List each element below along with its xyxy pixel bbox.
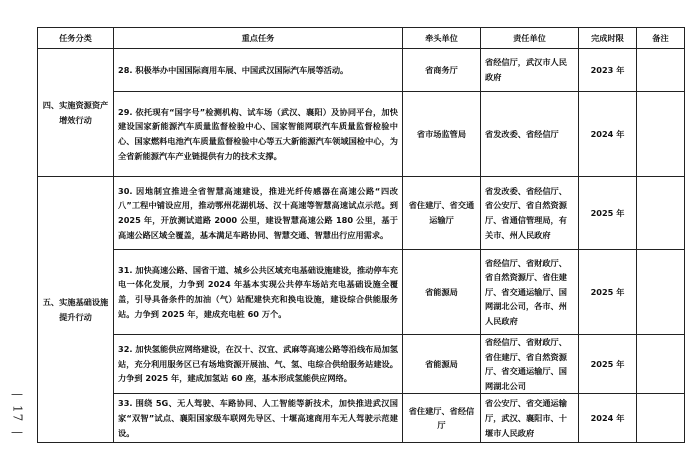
notes-cell (637, 250, 685, 335)
task-cell: 33. 围绕 5G、无人驾驶、车路协同、人工智能等新技术，加快推进武汉国家“双智”试点、襄阳国家级车联网先导区、十堰高速商用车无人驾驶示范建设。 (114, 394, 403, 443)
responsible-unit-cell: 省发改委、省经信厅、省公安厅、省自然资源厅、省通信管理局，有关市、州人民政府 (481, 177, 579, 250)
task-cell: 30. 因地制宜推进全省智慧高速建设，推进光纤传感器在高速公路“四改八”工程中铺设应用，推动鄂州花湖机场、汉十高速等智慧高速试点示范。到 2025 年，开放测试道路 2000 公里，建设智慧高速公路 180 公里，基于高速公路区域全覆盖，基本满足车路协同、智慧交通、智慧出行应用需求。 (114, 177, 403, 250)
header-category: 任务分类 (38, 28, 114, 49)
page-number-value: 17 (10, 405, 25, 423)
table-row (38, 335, 685, 394)
table-row (38, 250, 685, 335)
category-cell: 四、实施资源资产增效行动 (38, 49, 114, 177)
lead-unit-cell: 省市场监管局 (403, 92, 481, 177)
task-cell: 28. 积极举办中国国际商用车展、中国武汉国际汽车展等活动。 (114, 49, 403, 92)
deadline-cell: 2025 年 (579, 335, 637, 394)
table-row (38, 49, 685, 92)
responsible-unit-cell: 省经信厅、省财政厅、省自然资源厅、省住建厅、省交通运输厅、国网湖北公司，各市、州人民政府 (481, 250, 579, 335)
deadline-cell: 2025 年 (579, 250, 637, 335)
table-row (38, 177, 685, 250)
responsible-unit-cell: 省公安厅、省交通运输厅，武汉、襄阳市、十堰市人民政府 (481, 394, 579, 443)
lead-unit-cell: 省能源局 (403, 335, 481, 394)
notes-cell (637, 335, 685, 394)
notes-cell (637, 92, 685, 177)
lead-unit-cell: 省住建厅、省交通运输厅 (403, 177, 481, 250)
task-cell: 32. 加快氢能供应网络建设，在汉十、汉宜、武麻等高速公路等沿线布局加氢站，充分利用服务区已有场地资源开展油、气、氢、电综合供给服务站建设。力争到 2025 年，建成加氢站 60 座，基本形成氢能供应网络。 (114, 335, 403, 394)
header-key-task: 重点任务 (114, 28, 403, 49)
task-cell: 31. 加快高速公路、国省干道、城乡公共区域充电基础设施建设，推动停车充电一体化发展，力争到 2024 年基本实现公共停车场站充电基础设施全覆盖，引导具备条件的加油（气）站配建快充和换电设施，建设综合供能服务站。力争到 2025 年，建成充电桩 60 万个。 (114, 250, 403, 335)
deadline-cell: 2024 年 (579, 394, 637, 443)
lead-unit-cell: 省能源局 (403, 250, 481, 335)
table-row (38, 92, 685, 177)
header-responsible-unit: 责任单位 (481, 28, 579, 49)
table-row (38, 394, 685, 443)
deadline-cell: 2025 年 (579, 177, 637, 250)
header-deadline: 完成时限 (579, 28, 637, 49)
page-number: — 17 — (10, 387, 25, 440)
lead-unit-cell: 省商务厅 (403, 49, 481, 92)
table-header-row (38, 28, 685, 49)
header-lead-unit: 牵头单位 (403, 28, 481, 49)
task-cell: 29. 依托现有“国字号”检测机构、试车场（武汉、襄阳）及协同平台，加快建设国家新能源汽车质量监督检验中心、国家智能网联汽车质量监督检验中心、国家燃料电池汽车质量监督检验中心等五大新能源汽车领域国检中心，为全省新能源汽车产业链提供有力的技术支撑。 (114, 92, 403, 177)
responsible-unit-cell: 省经信厅，武汉市人民政府 (481, 49, 579, 92)
notes-cell (637, 394, 685, 443)
header-notes: 备注 (637, 28, 685, 49)
category-cell: 五、实施基础设施提升行动 (38, 177, 114, 443)
notes-cell (637, 49, 685, 92)
task-table (37, 27, 685, 443)
deadline-cell: 2023 年 (579, 49, 637, 92)
notes-cell (637, 177, 685, 250)
lead-unit-cell: 省住建厅、省经信厅 (403, 394, 481, 443)
deadline-cell: 2024 年 (579, 92, 637, 177)
responsible-unit-cell: 省经信厅、省财政厅、省住建厅、省自然资源厅、省交通运输厅、国网湖北公司 (481, 335, 579, 394)
responsible-unit-cell: 省发改委、省经信厅 (481, 92, 579, 177)
